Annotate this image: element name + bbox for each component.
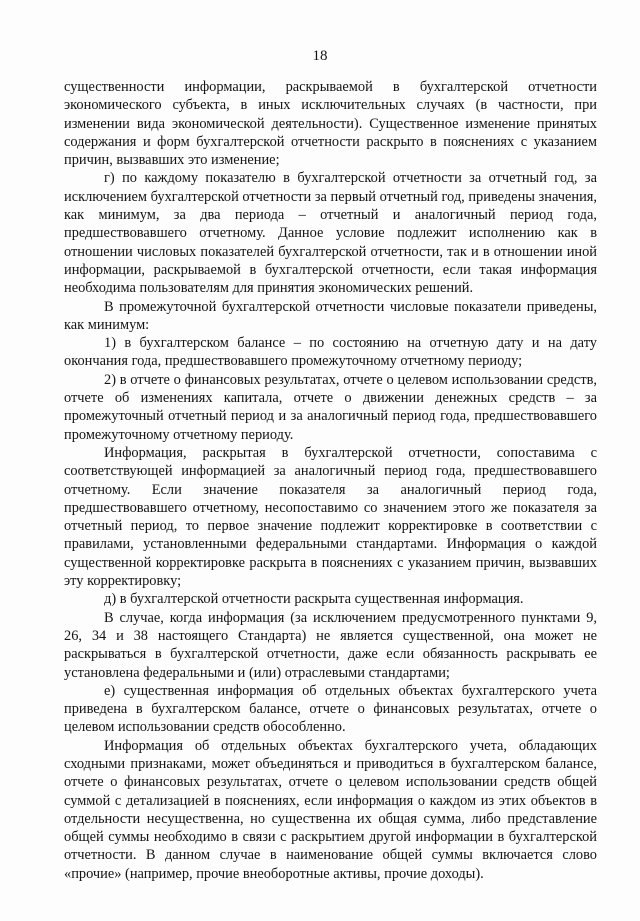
- paragraph-item-d: д) в бухгалтерской отчетности раскрыта существенная информация.: [104, 591, 524, 608]
- paragraph-item-g: г) по каждому показателю в бухгалтерской отчетности за отчетный год, за исключением бухгалтерской отчетности за первый отчетный год, приведены значения, как минимум, за два периода – отчетный и аналогичный период года, предшествовавшего отчетному. Данное условие подлежит исполнению как в отношении числовых показателей бухгалтерской отчетности, так и в отношении иной информации, раскрываемой в бухгалтерской отчетности, если такая информация необходима пользователям для принятия экономических решений.: [64, 170, 597, 297]
- paragraph-subitem-2: 2) в отчете о финансовых результатах, отчете о целевом использовании средств, отчете об изменениях капитала, отчете о движении денежных средств – за промежуточный отчетный период и за аналогичный период года, предшествовавшего промежуточному отчетному периоду.: [64, 371, 597, 443]
- paragraph-item-e: е) существенная информация об отдельных объектах бухгалтерского учета приведена в бухгалтерском балансе, отчете о финансовых результатах, отчете о целевом использовании средств обособленно.: [64, 682, 597, 736]
- paragraph-continuation: существенности информации, раскрываемой в бухгалтерской отчетности экономического субъекта, в иных исключительных случаях (в частности, при изменении вида экономической деятельности). Существенное изменение принятых содержания и форм бухгалтерской отчетности раскрыто в пояснениях с указанием причин, вызвавших это изменение;: [64, 79, 597, 169]
- paragraph-interim-reporting: В промежуточной бухгалтерской отчетности числовые показатели приведены, как минимум:: [64, 298, 597, 333]
- page-number: 18: [312, 48, 328, 64]
- paragraph-comparability: Информация, раскрытая в бухгалтерской отчетности, сопоставима с соответствующей информацией за аналогичный период года, предшествовавшего отчетному. Если значение показателя за аналогичный период года, предшествовавшего отчетному, несопоставимо со значением этого же показателя за отчетный период, то первое значение подлежит корректировке в соответствии с правилами, установленными федеральными стандартами. Информация о каждой существенной корректировке раскрыта в пояснениях с указанием причин, вызвавших эту корректировку;: [64, 444, 597, 590]
- paragraph-aggregation: Информация об отдельных объектах бухгалтерского учета, обладающих сходными признаками, может объединяться и приводиться в бухгалтерском балансе, отчете о финансовых результатах, отчете о целевом использовании средств общей суммой с детализацией в пояснениях, если информация о каждом из этих объектов в отдельности несущественна, но существенна их общая сумма, либо представление общей суммы необходимо в связи с раскрытием другой информации в бухгалтерской отчетности. В данном случае в наименование общей суммы включается слово «прочие» (например, прочие внеоборотные активы, прочие доходы).: [64, 737, 597, 882]
- document-body: [64, 78, 597, 883]
- paragraph-non-material-info: В случае, когда информация (за исключением предусмотренного пунктами 9, 26, 34 и 38 настоящего Стандарта) не является существенной, она может не раскрываться в бухгалтерской отчетности, даже если обязанность раскрывать ее установлена федеральными и (или) отраслевыми стандартами;: [64, 609, 597, 681]
- paragraph-subitem-1: 1) в бухгалтерском балансе – по состоянию на отчетную дату и на дату окончания года, предшествовавшего промежуточному отчетному периоду;: [64, 335, 597, 370]
